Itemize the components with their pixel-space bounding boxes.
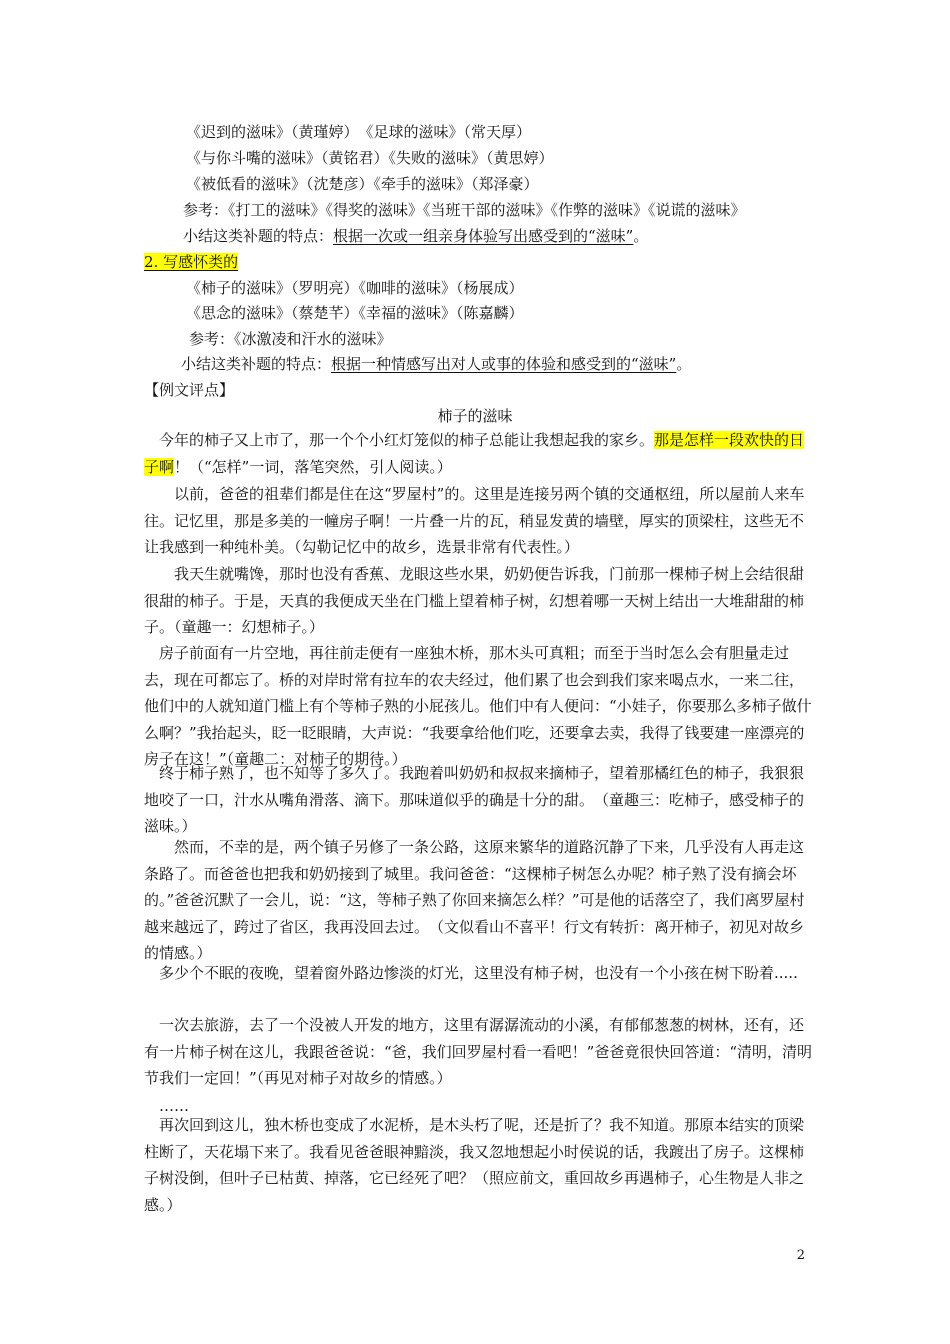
reference-list-2: 参考：《冰激凌和汗水的滋味》 (189, 330, 392, 348)
summary-2 (181, 354, 691, 374)
title-list-row-2: 《与你斗嘴的滋味》（黄铭君）《失败的滋味》（黄思婷） (186, 149, 554, 167)
essay-paragraph-4: 房子前面有一片空地，再往前走便有一座独木桥，那木头可真粗；而至于当时怎么会有胆量走过去，现在可都忘了。桥的对岸时常有拉车的农夫经过，他们累了也会到我们家来喝点水，一来二往，他们中的人就知道门槛上有个等柿子熟的小屁孩儿。他们中有人便问：“小娃子，你要那么多柿子做什么啊？”我抬起头，眨一眨眼睛，大声说：“我要拿给他们吃，还要拿去卖，我得了钱要建一座漂亮的房子在这！”（童趣二：对柿子的期待。） (144, 644, 812, 768)
title-list-row-3: 《被低看的滋味》（沈楚彦）《牵手的滋味》（郑泽豪） (186, 175, 539, 193)
essay-paragraph-7: 多少个不眠的夜晚，望着窗外路边惨淡的灯光，这里没有柿子树，也没有一个小孩在树下盼着..... (159, 964, 798, 982)
section-heading-2-text: 2. 写感怀类的 (144, 253, 239, 271)
essay-paragraph-3: 我天生就嘴馋，那时也没有香蕉、龙眼这些水果，奶奶便告诉我，门前那一棵柿子树上会结很甜很甜的柿子。于是，天真的我便成天坐在门槛上望着柿子树，幻想着哪一天树上结出一大堆甜甜的柿子。（童趣一：幻想柿子。） (144, 565, 805, 636)
summary-1-label: 小结这类补题的特点： (183, 227, 334, 245)
essay-ellipsis: …… (159, 1097, 189, 1115)
summary-1-text: 根据一次或一组亲身体验写出感受到的“滋味” (333, 227, 634, 245)
essay-p1-text: 今年的柿子又上市了，那一个个小红灯笼似的柿子总能让我想起我的家乡。 (159, 431, 655, 449)
summary-2-label: 小结这类补题的特点： (181, 355, 332, 373)
title-list-row-5: 《思念的滋味》（蔡楚芊）《幸福的滋味》（陈嘉麟） (186, 304, 524, 322)
summary-1-end: 。 (633, 227, 649, 245)
example-label: 【例文评点】 (144, 381, 235, 399)
title-list-row-1: 《迟到的滋味》（黄瑾婷） 《足球的滋味》（常天厚） (186, 123, 532, 141)
essay-title: 柿子的滋味 (437, 407, 513, 425)
summary-2-text: 根据一种情感写出对人或事的体验和感受到的“滋味” (331, 355, 677, 373)
reference-list-1: 参考：《打工的滋味》《得奖的滋味》《当班干部的滋味》《作弊的滋味》《说谎的滋味》 (183, 201, 746, 219)
section-heading-2 (144, 252, 238, 272)
essay-paragraph-8: 一次去旅游，去了一个没被人开发的地方，这里有潺潺流动的小溪，有郁郁葱葱的树林，还有，还有一片柿子树在这儿，我跟爸爸说：“爸，我们回罗屋村看一看吧！”爸爸竟很快回答道：“清明，清明节我们一定回！”（再见对柿子对故乡的情感。） (144, 1016, 813, 1087)
essay-paragraph-5: 终于柿子熟了，也不知等了多久了。我跑着叫奶奶和叔叔来摘柿子，望着那橘红色的柿子，我狠狠地咬了一口，汁水从嘴角滑落、滴下。那味道似乎的确是十分的甜。 （童趣三：吃柿子，感受柿子的滋味。） (144, 764, 805, 835)
page-number: 2 (796, 1248, 805, 1263)
title-list-row-4: 《柿子的滋味》（罗明亮）《咖啡的滋味》（杨展成） (186, 279, 524, 297)
summary-1 (183, 226, 648, 246)
essay-p1-highlight: 那是怎样一段欢快的日子啊 (144, 431, 805, 476)
essay-paragraph-1 (144, 427, 812, 480)
essay-paragraph-2: 以前，爸爸的祖辈们都是住在这“罗屋村”的。这里是连接另两个镇的交通枢纽，所以屋前人来车往。记忆里，那是多美的一幢房子啊！一片叠一片的瓦，稍显发黄的墙壁，厚实的顶梁柱，这些无不让我感到一种纯朴美。（勾勒记忆中的故乡，选景非常有代表性。） (144, 485, 805, 556)
essay-p1-comment: ！（“怎样”一词，落笔突然，引人阅读。） (174, 457, 452, 476)
essay-paragraph-10: 再次回到这儿，独木桥也变成了水泥桥，是木头朽了呢，还是折了？我不知道。那原本结实的顶梁柱断了，天花塌下来了。我看见爸爸眼神黯淡，我又忽地想起小时侯说的话，我踱出了房子。这棵柿子树没倒，但叶子已枯黄、掉落，它已经死了吧？（照应前文，重回故乡再遇柿子，心生物是人非之感。） (144, 1116, 805, 1214)
essay-paragraph-6: 然而，不幸的是，两个镇子另修了一条公路，这原来繁华的道路沉静了下来，几乎没有人再走这条路了。而爸爸也把我和奶奶接到了城里。我问爸爸：“这棵柿子树怎么办呢？柿子熟了没有摘会坏的。”爸爸沉默了一会儿，说：“这，等柿子熟了你回来摘怎么样？”可是他的话落空了，我们离罗屋村越来越远了，跨过了省区，我再没回去过。 （文似看山不喜平！行文有转折：离开柿子，初见对故乡的情感。） (144, 838, 805, 962)
summary-2-end: 。 (676, 355, 692, 373)
